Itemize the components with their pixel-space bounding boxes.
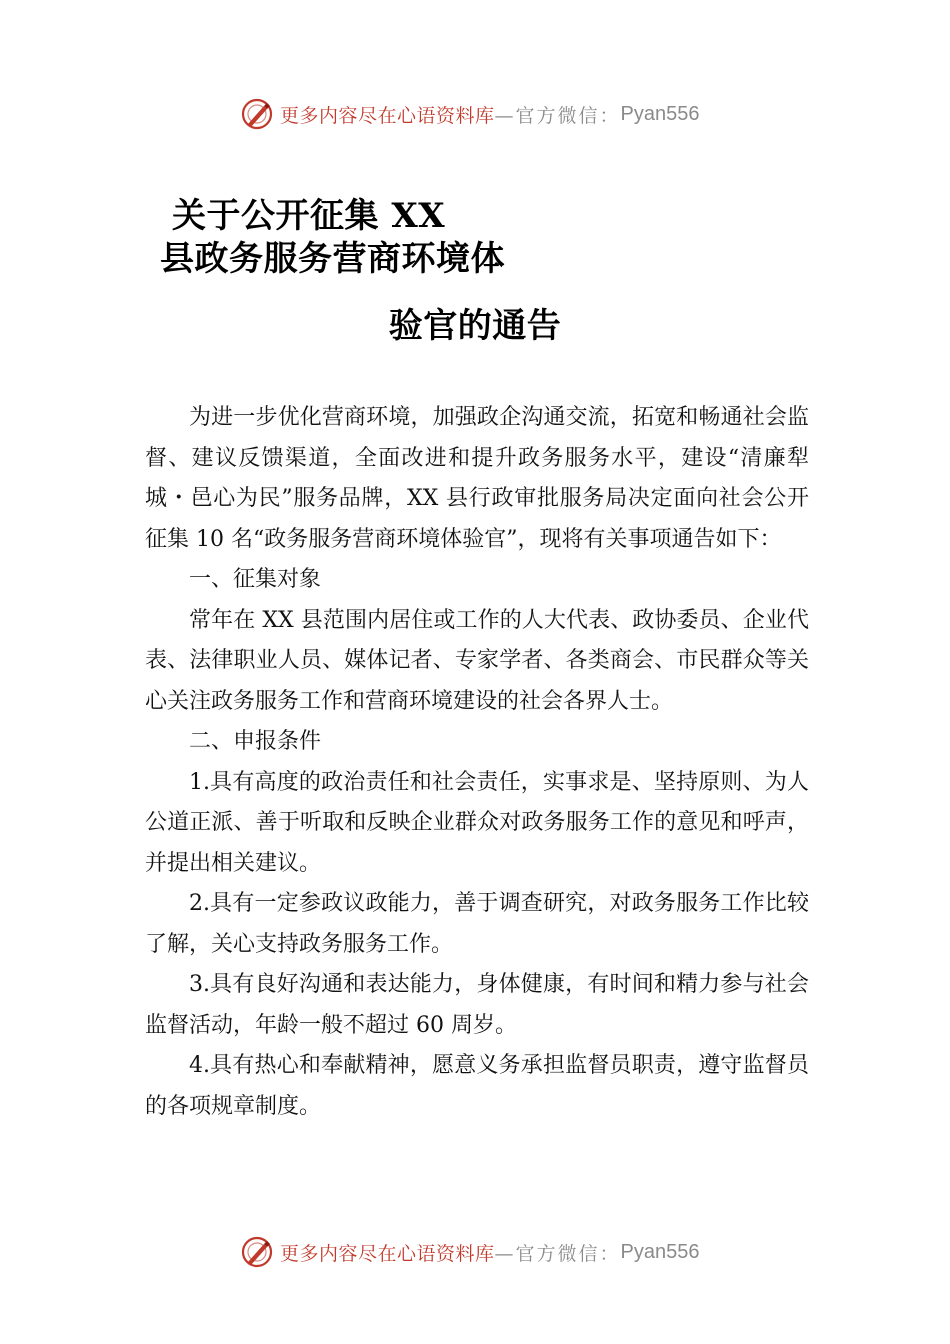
document-title-line-3: 验官的通告 (388, 306, 562, 346)
requirement-item: 3.具有良好沟通和表达能力，身体健康，有时间和精力参与社会监督活动，年龄一般不超过 60 周岁。 (145, 972, 809, 1038)
requirement-item: 4.具有热心和奉献精神，愿意义务承担监督员职责，遵守监督员的各项规章制度。 (145, 1053, 809, 1119)
watermark-wechat-id: Pyan556 (620, 1240, 700, 1263)
pen-seal-icon (240, 97, 274, 131)
document-title-line-2: 县政务服务营商环境体 (160, 239, 505, 279)
section-heading-recruit-target: 一、征集对象 (189, 567, 322, 592)
section-paragraph-recruit-target: 常年在 XX 县范围内居住或工作的人大代表、政协委员、企业代表、法律职业人员、媒体记者、专家学者、各类商会、市民群众等关心关注政务服务工作和营商环境建设的社会各界人士。 (145, 607, 809, 714)
watermark-separator: —官方微信： (494, 104, 621, 127)
requirement-item: 2.具有一定参政议政能力，善于调查研究，对政务服务工作比较了解，关心支持政务服务工作。 (145, 891, 809, 957)
watermark-separator: —官方微信： (494, 1242, 621, 1265)
document-body (145, 398, 809, 1127)
intro-paragraph: 为进一步优化营商环境，加强政企沟通交流，拓宽和畅通社会监督、建议反馈渠道，全面改进和提升政务服务水平，建设“清廉犁城・邑心为民”服务品牌，XX 县行政审批服务局决定面向社会公开征集 10 名“政务服务营商环境体验官”，现将有关事项通告如下： (145, 405, 809, 552)
footer-watermark (240, 1234, 700, 1270)
watermark-wechat-id: Pyan556 (620, 102, 700, 125)
document-title-line-1: 关于公开征集 XX (172, 196, 446, 236)
watermark-text: 更多内容尽在心语资料库 (280, 1242, 495, 1265)
watermark-text: 更多内容尽在心语资料库 (280, 104, 495, 127)
section-heading-requirements: 二、申报条件 (189, 729, 322, 754)
pen-seal-icon (240, 1235, 274, 1269)
header-watermark (240, 96, 700, 132)
requirement-item: 1.具有高度的政治责任和社会责任，实事求是、坚持原则、为人公道正派、善于听取和反映企业群众对政务服务工作的意见和呼声，并提出相关建议。 (145, 769, 809, 876)
